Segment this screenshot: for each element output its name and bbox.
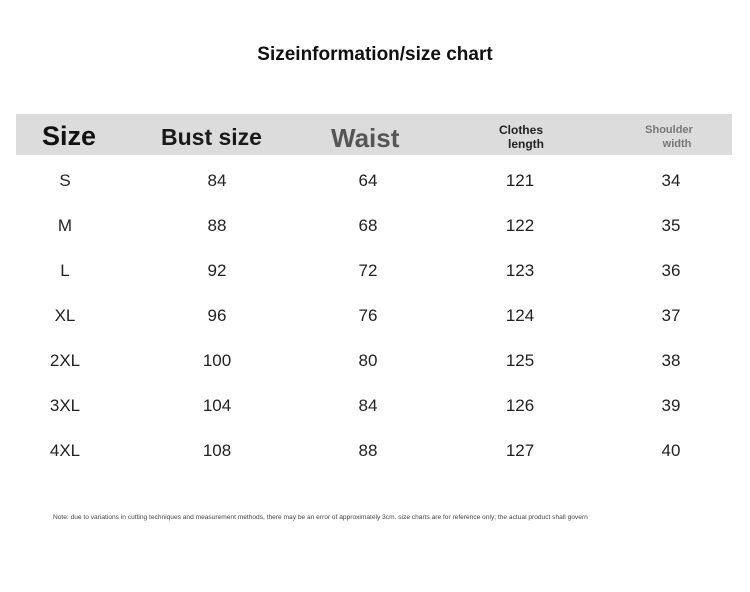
table-row [0, 171, 750, 191]
header-shoulder-width [636, 123, 702, 151]
cell-waist: 68 [358, 216, 378, 235]
cell-shoulder: 39 [661, 396, 681, 415]
cell-length: 122 [505, 216, 535, 235]
cell-shoulder: 35 [661, 216, 681, 235]
cell-bust: 84 [207, 171, 227, 190]
cell-waist: 80 [358, 351, 378, 370]
cell-bust: 92 [207, 261, 227, 280]
cell-length: 123 [505, 261, 535, 280]
header-clothes-length-line2: length [508, 137, 544, 151]
cell-length: 121 [505, 171, 535, 190]
cell-shoulder: 36 [661, 261, 681, 280]
cell-waist: 72 [358, 261, 378, 280]
cell-size: M [57, 216, 73, 235]
table-row [0, 441, 750, 461]
cell-size: 2XL [49, 351, 81, 370]
cell-size: XL [54, 306, 76, 325]
header-waist: Waist [331, 123, 400, 153]
header-clothes-length-line1: Clothes [498, 123, 543, 137]
table-row [0, 351, 750, 371]
table-row [0, 396, 750, 416]
cell-shoulder: 34 [661, 171, 681, 190]
cell-bust: 108 [202, 441, 232, 460]
cell-size: 4XL [49, 441, 81, 460]
cell-bust: 96 [207, 306, 227, 325]
cell-bust: 104 [202, 396, 232, 415]
cell-shoulder: 38 [661, 351, 681, 370]
cell-bust: 88 [207, 216, 227, 235]
cell-length: 125 [505, 351, 535, 370]
header-shoulder-width-line1: Shoulder [645, 124, 693, 136]
cell-length: 127 [505, 441, 535, 460]
footnote: Note: due to variations in cutting techniques and measurement methods, there may be an error of approximately 3cm. size charts are for reference only; the actual product shall govern [53, 514, 588, 521]
cell-size: L [60, 261, 70, 280]
cell-waist: 88 [358, 441, 378, 460]
header-clothes-length [486, 123, 556, 151]
cell-size: 3XL [49, 396, 81, 415]
header-bust-size: Bust size [161, 124, 262, 150]
header-size: Size [42, 121, 97, 151]
cell-size: S [59, 171, 71, 190]
cell-bust: 100 [202, 351, 232, 370]
table-row [0, 216, 750, 236]
cell-waist: 64 [358, 171, 378, 190]
cell-length: 126 [505, 396, 535, 415]
cell-shoulder: 40 [661, 441, 681, 460]
table-row [0, 261, 750, 281]
header-shoulder-width-line2: width [662, 138, 692, 150]
table-row [0, 306, 750, 326]
cell-waist: 76 [358, 306, 378, 325]
cell-shoulder: 37 [661, 306, 681, 325]
cell-length: 124 [505, 306, 535, 325]
cell-waist: 84 [358, 396, 378, 415]
page-title: Sizeinformation/size chart [257, 44, 493, 65]
